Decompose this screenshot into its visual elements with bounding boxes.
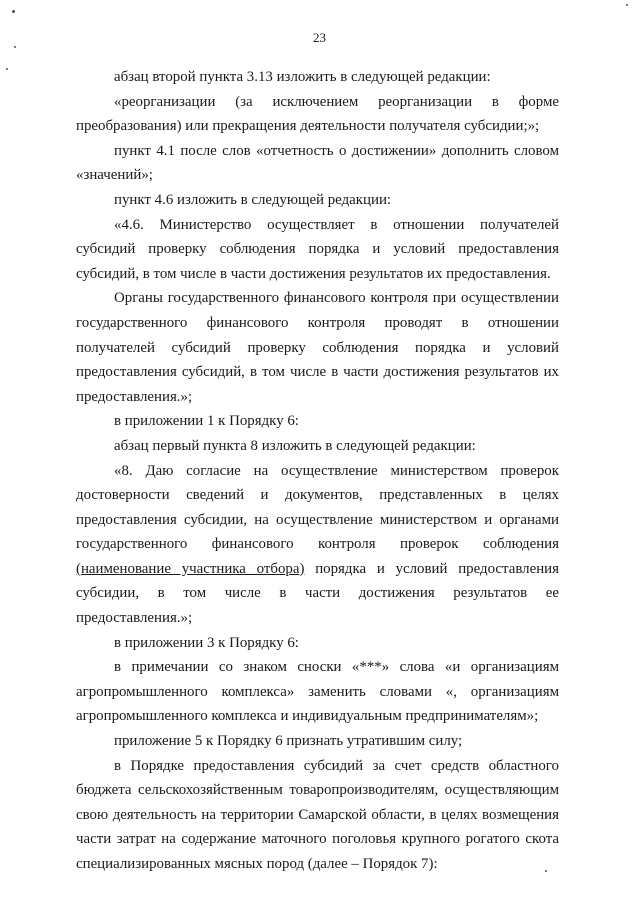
paragraph-with-underline <box>76 459 559 631</box>
paragraph: абзац второй пункта 3.13 изложить в следующей редакции: <box>114 69 491 85</box>
scan-speck <box>6 68 8 70</box>
paragraph-text: порядка и условий предоставления субсидии, в том числе в части достижения результатов ее предоставления.»; <box>76 560 559 627</box>
scan-speck <box>626 4 628 6</box>
scan-speck <box>545 870 547 872</box>
paragraph: пункт 4.6 изложить в следующей редакции: <box>114 191 392 208</box>
paragraph: пункт 4.1 после слов «отчетность о достижении» дополнить словом «значений»; <box>76 142 559 184</box>
paragraph: абзац первый пункта 8 изложить в следующей редакции: <box>114 437 476 454</box>
paragraph: в Порядке предоставления субсидий за счет средств областного бюджета сельскохозяйственным товаропроизводителям, осуществляющим свою деятельность на территории Самарской области, в целях возмещения части затрат на содержание маточного поголовья крупного рогатого скота специализированных мясных пород (далее – Порядок 7): <box>76 757 559 872</box>
paragraph: Органы государственного финансового контроля при осуществлении государственного финансового контроля проводят в отношении получателей субсидий проверку соблюдения порядка и условий предоставления субсидий, в том числе в части достижения результатов их предоставления.»; <box>76 290 559 405</box>
paragraph-text: «8. Даю согласие на осуществление министерством проверок достоверности сведений и документов, представленных в целях предоставления субсидии, на осуществление министерством и органами государственного финансового контроля проверок соблюдения <box>76 462 559 553</box>
scan-speck <box>12 10 15 13</box>
scan-speck <box>14 46 16 48</box>
paragraph: в приложении 3 к Порядку 6: <box>114 634 299 651</box>
paragraph: «4.6. Министерство осуществляет в отношении получателей субсидий проверку соблюдения порядка и условий предоставления субсидий, в том числе в части достижения результатов их предоставления. <box>76 216 559 282</box>
paragraph: в приложении 1 к Порядку 6: <box>114 413 299 430</box>
paragraph: приложение 5 к Порядку 6 признать утратившим силу; <box>114 733 463 750</box>
page-number: 23 <box>313 30 326 45</box>
underlined-placeholder: (наименование участника отбора) <box>76 560 305 577</box>
paragraph: «реорганизации (за исключением реорганизации в форме преобразования) или прекращения деятельности получателя субсидии;»; <box>76 93 559 135</box>
paragraph: в примечании со знаком сноски «***» слова «и организациям агропромышленного комплекса» заменить словами «, организациям агропромышленного комплекса и индивидуальным предпринимателям»; <box>76 659 559 725</box>
document-body <box>76 65 559 877</box>
